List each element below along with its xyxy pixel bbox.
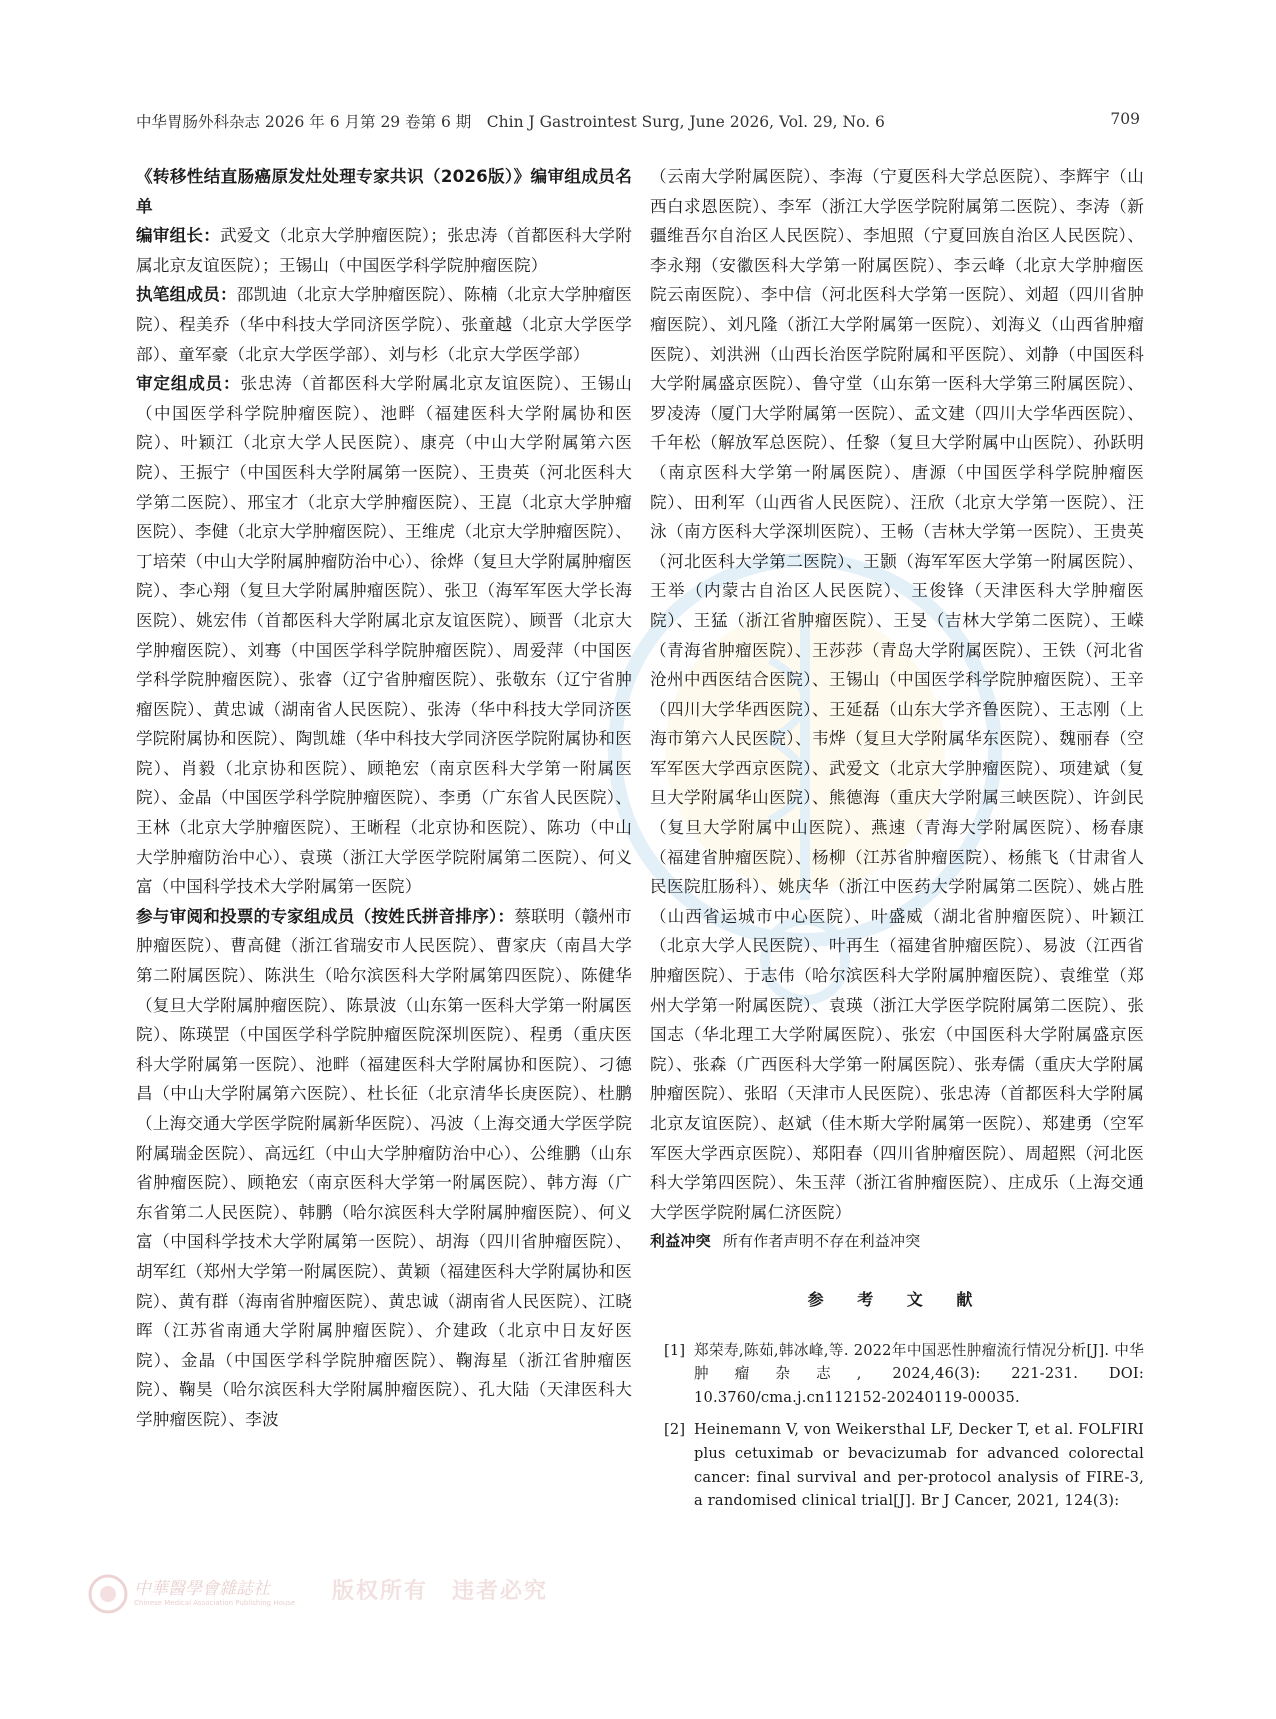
conflict-of-interest	[650, 1227, 1144, 1257]
reviewers-label: 审定组成员：	[136, 374, 241, 394]
voters-paragraph	[136, 902, 632, 1435]
coi-text: 所有作者声明不存在利益冲突	[722, 1232, 921, 1251]
page-number: 709	[1110, 110, 1140, 128]
leaders-list: 武爱文（北京大学肿瘤医院）；张忠涛（首都医科大学附属北京友谊医院）；王锡山（中国医学科学院肿瘤医院）	[136, 226, 633, 275]
publisher-name-cn: 中華醫學會雜誌社	[134, 1579, 270, 1599]
writers-list: 邵凯迪（北京大学肿瘤医院）、陈楠（北京大学肿瘤医院）、程美乔（华中科技大学同济医学院）、张童越（北京大学医学部）、童军豪（北京大学医学部）、刘与杉（北京大学医学部）	[136, 285, 633, 364]
left-column	[136, 162, 632, 1435]
running-header	[136, 110, 1140, 138]
writers-paragraph	[136, 280, 632, 369]
leaders-label: 编审组长：	[136, 226, 221, 246]
publisher-watermark	[88, 1572, 578, 1620]
voters-list: 蔡联明（赣州市肿瘤医院）、曹高健（浙江省瑞安市人民医院）、曹家庆（南昌大学第二附属医院）、陈洪生（哈尔滨医科大学附属第四医院）、陈健华（复旦大学附属肿瘤医院）、陈景波（山东第一医科大学第一附属医院）、陈瑛罡（中国医学科学院肿瘤医院深圳医院）、程勇（重庆医科大学附属第一医院）、池畔（福建医科大学附属协和医院）、刁德昌（中山大学附属第六医院）、杜长征（北京清华长庚医院）、杜鹏（上海交通大学医学院附属新华医院）、冯波（上海交通大学医学院附属瑞金医院）、高远红（中山大学肿瘤防治中心）、公维鹏（山东省肿瘤医院）、顾艳宏（南京医科大学第一附属医院）、韩方海（广东省第二人民医院）、韩鹏（哈尔滨医科大学附属肿瘤医院）、何义富（中国科学技术大学附属第一医院）、胡海（四川省肿瘤医院）、胡军红（郑州大学第一附属医院）、黄颖（福建医科大学附属协和医院）、黄有群（海南省肿瘤医院）、黄忠诚（湖南省人民医院）、江晓晖（江苏省南通大学附属肿瘤医院）、介建政（北京中日友好医院）、金晶（中国医学科学院肿瘤医院）、鞠海星（浙江省肿瘤医院）、鞠昊（哈尔滨医科大学附属肿瘤医院）、孔大陆（天津医科大学肿瘤医院）、李波	[136, 906, 632, 1429]
publisher-name-en: Chinese Medical Association Publishing House	[134, 1599, 296, 1607]
reviewers-paragraph	[136, 369, 632, 902]
journal-citation: 中华胃肠外科杂志 2026 年 6 月第 29 卷第 6 期 Chin J Gastrointest Surg, June 2026, Vol. 29, No. 6	[136, 113, 885, 131]
reviewers-list: 张忠涛（首都医科大学附属北京友谊医院）、王锡山（中国医学科学院肿瘤医院）、池畔（福建医科大学附属协和医院）、叶颖江（北京大学人民医院）、康亮（中山大学附属第六医院）、王振宁（中国医科大学附属第一医院）、王贵英（河北医科大学第二医院）、邢宝才（北京大学肿瘤医院）、王崑（北京大学肿瘤医院）、李健（北京大学肿瘤医院）、王维虎（北京大学肿瘤医院）、丁培荣（中山大学附属肿瘤防治中心）、徐烨（复旦大学附属肿瘤医院）、李心翔（复旦大学附属肿瘤医院）、张卫（海军军医大学长海医院）、姚宏伟（首都医科大学附属北京友谊医院）、顾晋（北京大学肿瘤医院）、刘骞（中国医学科学院肿瘤医院）、周爱萍（中国医学科学院肿瘤医院）、张睿（辽宁省肿瘤医院）、张敬东（辽宁省肿瘤医院）、黄忠诚（湖南省人民医院）、张涛（华中科技大学同济医学院附属协和医院）、陶凯雄（华中科技大学同济医学院附属协和医院）、肖毅（北京协和医院）、顾艳宏（南京医科大学第一附属医院）、金晶（中国医学科学院肿瘤医院）、李勇（广东省人民医院）、王林（北京大学肿瘤医院）、王晰程（北京协和医院）、陈功（中山大学肿瘤防治中心）、袁瑛（浙江大学医学院附属第二医院）、何义富（中国科学技术大学附属第一医院）	[136, 374, 632, 897]
reference-item	[650, 1339, 1144, 1410]
coi-label: 利益冲突	[650, 1232, 711, 1251]
reference-text: Heinemann V, von Weikersthal LF, Decker T, et al. FOLFIRI plus cetuximab or bevacizumab for advanced colorectal cancer: final survival and per-protocol analysis of FIRE-3, a randomised clinical trial[J]. Br J Cancer, 2021, 124(3):	[694, 1421, 1144, 1510]
voters-continued: （云南大学附属医院）、李海（宁夏医科大学总医院）、李辉宇（山西白求恩医院）、李军（浙江大学医学院附属第二医院）、李涛（新疆维吾尔自治区人民医院）、李旭照（宁夏回族自治区人民医院）、李永翔（安徽医科大学第一附属医院）、李云峰（北京大学肿瘤医院云南医院）、李中信（河北医科大学第一医院）、刘超（四川省肿瘤医院）、刘凡隆（浙江大学附属第一医院）、刘海义（山西省肿瘤医院）、刘洪洲（山西长治医学院附属和平医院）、刘静（中国医科大学附属盛京医院）、鲁守堂（山东第一医科大学第三附属医院）、罗凌涛（厦门大学附属第一医院）、孟文建（四川大学华西医院）、千年松（解放军总医院）、任黎（复旦大学附属中山医院）、孙跃明（南京医科大学第一附属医院）、唐源（中国医学科学院肿瘤医院）、田利军（山西省人民医院）、汪欣（北京大学第一医院）、汪泳（南方医科大学深圳医院）、王畅（吉林大学第一医院）、王贵英（河北医科大学第二医院）、王颢（海军军医大学第一附属医院）、王举（内蒙古自治区人民医院）、王俊锋（天津医科大学肿瘤医院）、王猛（浙江省肿瘤医院）、王旻（吉林大学第二医院）、王嵘（青海省肿瘤医院）、王莎莎（青岛大学附属医院）、王铁（河北省沧州中西医结合医院）、王锡山（中国医学科学院肿瘤医院）、王辛（四川大学华西医院）、王延磊（山东大学齐鲁医院）、王志刚（上海市第六人民医院）、韦烨（复旦大学附属华东医院）、魏丽春（空军军医大学西京医院）、武爱文（北京大学肿瘤医院）、项建斌（复旦大学附属华山医院）、熊德海（重庆大学附属三峡医院）、许剑民（复旦大学附属中山医院）、燕速（青海大学附属医院）、杨春康（福建省肿瘤医院）、杨柳（江苏省肿瘤医院）、杨熊飞（甘肃省人民医院肛肠科）、姚庆华（浙江中医药大学附属第二医院）、姚占胜（山西省运城市中心医院）、叶盛威（湖北省肿瘤医院）、叶颖江（北京大学人民医院）、叶再生（福建省肿瘤医院）、易波（江西省肿瘤医院）、于志伟（哈尔滨医科大学附属肿瘤医院）、袁维堂（郑州大学第一附属医院）、袁瑛（浙江大学医学院附属第二医院）、张国志（华北理工大学附属医院）、张宏（中国医科大学附属盛京医院）、张森（广西医科大学第一附属医院）、张寿儒（重庆大学附属肿瘤医院）、张昭（天津市人民医院）、张忠涛（首都医科大学附属北京友谊医院）、赵斌（佳木斯大学附属第一医院）、郑建勇（空军军医大学西京医院）、郑阳春（四川省肿瘤医院）、周超熙（河北医科大学第四医院）、朱玉萍（浙江省肿瘤医院）、庄成乐（上海交通大学医学院附属仁济医院）	[650, 167, 1144, 1222]
reference-number: [2]	[664, 1421, 686, 1439]
committee-title: 《转移性结直肠癌原发灶处理专家共识（2026版）》编审组成员名单	[136, 167, 632, 216]
reference-number: [1]	[664, 1341, 686, 1359]
publisher-logo-icon	[88, 1574, 128, 1614]
right-column	[650, 162, 1144, 1522]
references-heading: 参 考 文 献	[807, 1289, 987, 1309]
reference-text: 郑荣寿,陈茹,韩冰峰,等. 2022年中国恶性肿瘤流行情况分析[J]. 中华肿瘤杂志, 2024,46(3): 221-231. DOI: 10.3760/cma.j.cn112152-20240119-00035.	[694, 1341, 1144, 1406]
leaders-paragraph	[136, 221, 632, 280]
writers-label: 执笔组成员：	[136, 285, 237, 305]
copyright-notice: 版权所有 违者必究	[332, 1579, 549, 1604]
reference-item	[650, 1418, 1144, 1512]
voters-label: 参与审阅和投票的专家组成员（按姓氏拼音排序）：	[136, 906, 515, 926]
